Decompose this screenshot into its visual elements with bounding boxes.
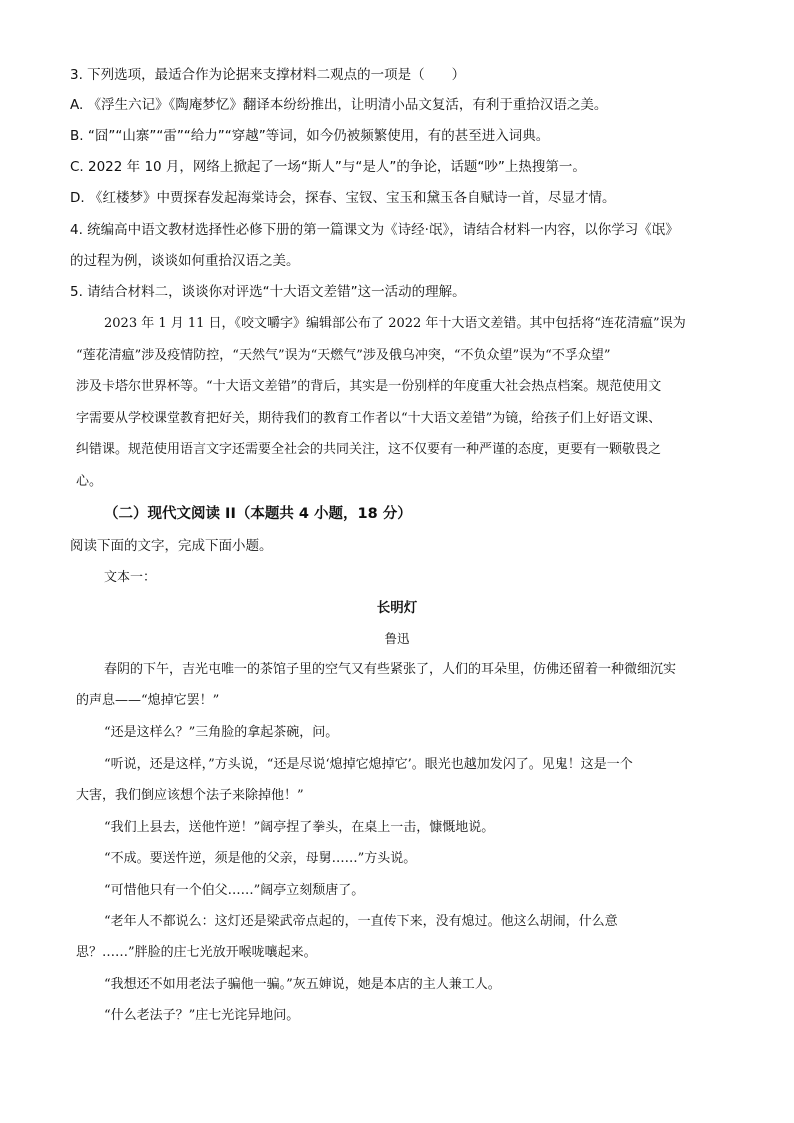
story-paragraph-1-line-2: 的声息——“熄掉它罢！” xyxy=(76,693,220,708)
story-paragraph-9: “什么老法子？”庄七光诧异地问。 xyxy=(104,1008,300,1023)
story-paragraph-7-line-1: “老年人不都说么：这灯还是梁武帝点起的，一直传下来，没有熄过。他这么胡闹，什么意 xyxy=(104,914,618,929)
material-line-6: 心。 xyxy=(76,474,103,489)
question-3-stem: 3. 下列选项，最适合作为论据来支撑材料二观点的一项是（ ） xyxy=(70,67,466,83)
material-line-4: 字需要从学校课堂教育把好关，期待我们的教育工作者以“十大语文差错”为镜，给孩子们上好语文课、 xyxy=(76,411,662,426)
text-label: 文本一： xyxy=(104,570,157,585)
story-paragraph-7-line-2: 思？……”胖脸的庄七光放开喉咙嚷起来。 xyxy=(76,945,317,960)
story-paragraph-1-line-1: 春阴的下午，吉光屯唯一的茶馆子里的空气又有些紧张了，人们的耳朵里，仿佛还留着一种微细沉实 xyxy=(104,662,677,677)
material-line-5: 纠错课。规范使用语言文字还需要全社会的共同关注，这不仅要有一种严谨的态度，更要有一颗敬畏之 xyxy=(76,442,662,457)
story-paragraph-8: “我想还不如用老法子骗他一骗。”灰五婶说，她是本店的主人兼工人。 xyxy=(104,977,501,992)
question-3-option-b: B. “囧”“山寨”“雷”“给力”“穿越”等词，如今仍被频繁使用，有的甚至进入词典。 xyxy=(70,128,550,144)
material-line-2: “莲花清瘟”涉及疫情防控，“天然气”误为“天燃气”涉及俄乌冲突，“不负众望”误为“不孚众望” xyxy=(76,348,611,363)
story-title: 长明灯 xyxy=(376,600,418,616)
story-paragraph-4: “我们上县去，送他忤逆！”阔亭捏了拳头，在桌上一击，慷慨地说。 xyxy=(104,820,495,835)
story-paragraph-6: “可惜他只有一个伯父……”阔亭立刻颓唐了。 xyxy=(104,883,365,898)
material-line-1: 2023 年 1 月 11 日，《咬文嚼字》编辑部公布了 2022 年十大语文差错。其中包括将“连花清瘟”误为 xyxy=(104,316,686,331)
question-4-line-1: 4. 统编高中语文教材选择性必修下册的第一篇课文为《诗经·氓》，请结合材料一内容，以你学习《氓》 xyxy=(70,222,679,238)
question-3-option-a: A. 《浮生六记》《陶庵梦忆》翻译本纷纷推出，让明清小品文复活，有利于重拾汉语之美。 xyxy=(70,97,608,113)
section-instruction: 阅读下面的文字，完成下面小题。 xyxy=(70,538,273,554)
story-author: 鲁迅 xyxy=(384,631,410,646)
story-paragraph-3-line-1: “听说，还是这样，”方头说，“还是尽说‘熄掉它熄掉它’。眼光也越加发闪了。见鬼！这是一个 xyxy=(104,757,633,772)
material-line-3: 涉及卡塔尔世界杯等。“十大语文差错”的背后，其实是一份别样的年度重大社会热点档案。规范使用文 xyxy=(76,379,662,394)
story-paragraph-3-line-2: 大害，我们倒应该想个法子来除掉他！” xyxy=(76,788,304,803)
story-paragraph-2: “还是这样么？”三角脸的拿起茶碗，问。 xyxy=(104,725,339,740)
question-4-line-2: 的过程为例，谈谈如何重拾汉语之美。 xyxy=(70,253,300,269)
section-heading: （二）现代文阅读 II（本题共 4 小题，18 分） xyxy=(104,506,412,522)
story-paragraph-5: “不成。要送忤逆，须是他的父亲，母舅……”方头说。 xyxy=(104,851,417,866)
question-3-option-d: D. 《红楼梦》中贾探春发起海棠诗会，探春、宝钗、宝玉和黛玉各自赋诗一首，尽显才情。 xyxy=(70,190,616,206)
question-3-option-c: C. 2022 年 10 月，网络上掀起了一场“斯人”与“是人”的争论，话题“吵”上热搜第一。 xyxy=(70,159,586,175)
question-5: 5. 请结合材料二，谈谈你对评选“十大语文差错”这一活动的理解。 xyxy=(70,284,466,300)
